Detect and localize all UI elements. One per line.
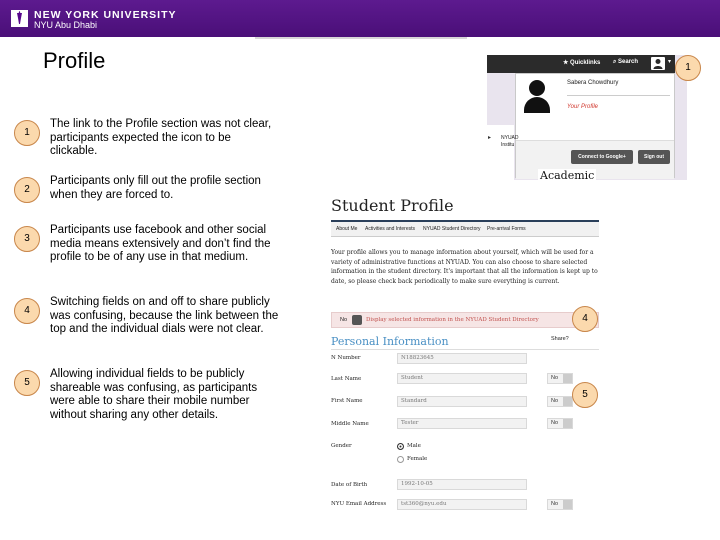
dropdown-divider [567, 95, 670, 96]
academic-label: Academic [540, 169, 595, 182]
share-column-heading: Share? [551, 336, 569, 342]
email-field[interactable]: tst360@nyu.edu [397, 499, 527, 510]
student-profile-screenshot [329, 192, 599, 522]
callout-badge-1: 1 [675, 55, 701, 81]
quicklinks-link[interactable]: ★ Quicklinks [563, 60, 601, 66]
profile-intro-text: Your profile allows you to manage information about yourself, which will be used for a variety of administrative functions at NYUAD. You can also choose to share selected information in the student directory. It's important that all the information is kept up to date, so please check back periodically to make sure everything is current. [331, 249, 598, 285]
share-toggle-label: No [340, 317, 348, 323]
tab-pre-arrival-forms[interactable]: Pre-arrival Forms [487, 226, 526, 232]
tab-about-me[interactable]: About Me [336, 226, 358, 232]
email-share-toggle[interactable]: No [547, 499, 573, 510]
gender-female-label: Female [407, 456, 428, 462]
directory-share-bar [331, 312, 599, 328]
dob-field[interactable]: 1992-10-05 [397, 479, 527, 490]
nyu-header-bar [0, 0, 720, 37]
quicklinks-screenshot [487, 55, 687, 180]
slide-title: Profile [43, 48, 106, 73]
finding-text: Allowing individual fields to be publicly shareable was confusing, as participants were able to share their mobile number without sharing any other details. [50, 368, 258, 421]
tab-student-directory[interactable]: NYUAD Student Directory [423, 226, 481, 232]
search-link[interactable]: ⌕ Search [613, 59, 639, 65]
finding-number-badge: 4 [14, 298, 40, 324]
avatar-body [524, 97, 550, 113]
personal-info-heading: Personal Information [331, 335, 449, 348]
user-dropdown [515, 73, 675, 178]
avatar [529, 80, 545, 96]
callout-badge-5: 5 [572, 382, 598, 408]
sign-out-button[interactable]: Sign out [638, 150, 670, 164]
finding-number-badge: 5 [14, 370, 40, 396]
user-icon[interactable] [651, 57, 665, 70]
profile-title: Student Profile [331, 196, 454, 215]
gender-female-radio[interactable] [397, 456, 404, 463]
gender-label: Gender [331, 443, 352, 449]
first-name-field[interactable]: Standard [397, 396, 527, 407]
last-name-label: Last Name [331, 376, 362, 382]
connect-google-button[interactable]: Connect to Google+ [571, 150, 633, 164]
middle-name-label: Middle Name [331, 421, 369, 427]
last-name-field[interactable]: Student [397, 373, 527, 384]
profile-nav [331, 222, 599, 237]
finding-text: Participants use facebook and other social media means extensively and don’t find the profile to be of any use in that medium. [50, 224, 271, 263]
tab-activities[interactable]: Activities and Interests [365, 226, 416, 232]
your-profile-link[interactable]: Your Profile [567, 104, 599, 110]
gender-male-radio[interactable] [397, 443, 404, 450]
dob-label: Date of Birth [331, 482, 368, 488]
middle-name-share-toggle[interactable]: No [547, 418, 573, 429]
background-page [487, 125, 514, 180]
n-number-label: N Number [331, 355, 361, 361]
gender-male-label: Male [407, 443, 421, 449]
campus-name: NYU Abu Dhabi [34, 20, 98, 30]
header-underline [255, 37, 467, 39]
finding-number-badge: 3 [14, 226, 40, 252]
user-name: Sabera Chowdhury [567, 80, 619, 86]
middle-name-field[interactable]: Tester [397, 418, 527, 429]
background-page-label: NYUAD Institu [501, 135, 519, 148]
finding-number-badge: 2 [14, 177, 40, 203]
university-name: NEW YORK UNIVERSITY [34, 9, 177, 21]
finding-text: The link to the Profile section was not clear, participants expected the icon to be clickable. [50, 118, 272, 157]
triangle-right-icon: ▸ [488, 135, 492, 141]
email-label: NYU Email Address [331, 501, 387, 507]
share-description: Display selected information in the NYUAD Student Directory [366, 317, 539, 323]
finding-number-badge: 1 [14, 120, 40, 146]
first-name-label: First Name [331, 398, 363, 404]
portal-top-bar [487, 55, 675, 73]
finding-text: Participants only fill out the profile section when they are forced to. [50, 175, 261, 201]
callout-badge-4: 4 [572, 306, 598, 332]
first-name-share-toggle[interactable]: No [547, 396, 573, 407]
torch-icon [11, 10, 28, 27]
directory-share-toggle[interactable] [352, 315, 362, 325]
n-number-field[interactable]: N18823645 [397, 353, 527, 364]
caret-down-icon[interactable]: ▾ [668, 59, 672, 65]
finding-text: Switching fields on and off to share publicly was confusing, because the link between the top and the individual dials were not clear. [50, 296, 279, 335]
section-divider [331, 349, 599, 350]
last-name-share-toggle[interactable]: No [547, 373, 573, 384]
